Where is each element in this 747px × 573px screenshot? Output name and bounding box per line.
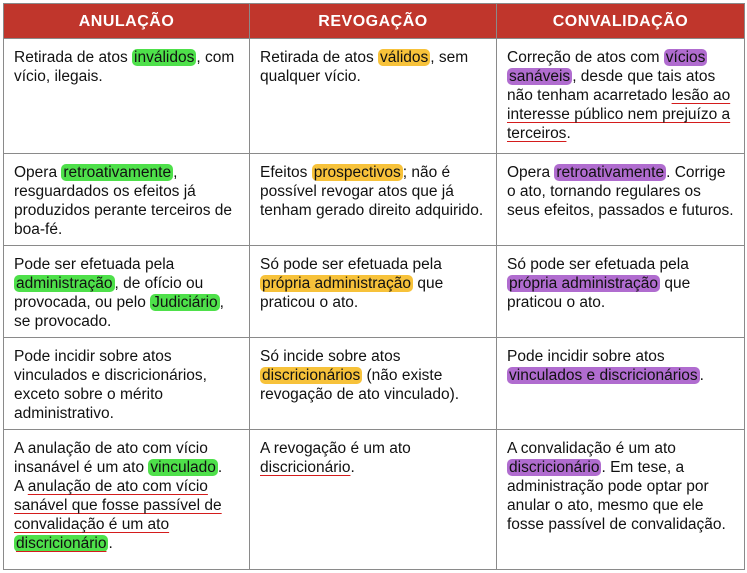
header-convalidacao: CONVALIDAÇÃO <box>497 4 745 39</box>
highlighted-term: vícios sanáveis <box>509 49 706 85</box>
highlighted-term: própria administração <box>262 275 412 292</box>
cell-text: que praticou o ato. <box>260 275 444 311</box>
highlighted-term: vinculado <box>150 459 216 476</box>
highlighted-term: Judiciário <box>152 294 218 311</box>
cell-text: , se provocado. <box>14 294 224 330</box>
cell-convalidacao <box>497 246 745 338</box>
cell-text: ; não é possível revogar atos que já tenham gerado direito adquirido. <box>260 164 484 219</box>
table-row <box>4 338 745 430</box>
cell-text: Efeitos <box>260 164 312 181</box>
highlighted-term: discricionários <box>262 367 361 384</box>
cell-convalidacao <box>497 430 745 570</box>
header-revogacao: REVOGAÇÃO <box>250 4 497 39</box>
cell-text: Opera <box>507 164 555 181</box>
cell-text: Retirada de atos <box>260 49 379 66</box>
cell-text: Pode incidir sobre atos <box>507 348 665 365</box>
cell-text: Só pode ser efetuada pela <box>507 256 689 273</box>
cell-revogacao <box>250 246 497 338</box>
cell-revogacao <box>250 39 497 154</box>
cell-text: Correção de atos com <box>507 49 664 66</box>
cell-text: , com vício, ilegais. <box>14 49 235 85</box>
cell-text: , desde que tais atos não tenham acarretado <box>507 68 716 104</box>
highlighted-term: inválidos <box>134 49 195 66</box>
header-row <box>4 4 745 39</box>
cell-text: (não existe revogação de ato vinculado). <box>260 367 460 403</box>
cell-text: Pode incidir sobre atos vinculados e discricionários, exceto sobre o mérito administrativo. <box>14 348 207 422</box>
cell-anulacao <box>4 154 250 246</box>
highlighted-term: válidos <box>380 49 429 66</box>
cell-convalidacao <box>497 154 745 246</box>
underlined-text: discricionário <box>260 459 351 476</box>
cell-text: . <box>108 535 113 552</box>
underlined-text: anulação de ato com vício sanável que fosse passível de convalidação é um ato <box>14 478 222 533</box>
cell-text: Só pode ser efetuada pela <box>260 256 442 273</box>
cell-text: , de ofício ou provocada, ou pelo <box>14 275 204 311</box>
cell-text: . Corrige o ato, tornando regulares os seus efeitos, passados e futuros. <box>507 164 734 219</box>
cell-anulacao <box>4 39 250 154</box>
cell-text: , resguardados os efeitos já produzidos perante terceiros de boa-fé. <box>14 164 232 238</box>
underlined-text: lesão ao interesse público nem prejuízo a terceiros <box>507 87 731 142</box>
cell-anulacao <box>4 430 250 570</box>
cell-text: Opera <box>14 164 62 181</box>
cell-text: . <box>566 125 571 142</box>
highlighted-term: própria administração <box>509 275 659 292</box>
table-row <box>4 430 745 570</box>
table-row <box>4 39 745 154</box>
cell-convalidacao <box>497 338 745 430</box>
cell-text: . <box>699 367 704 384</box>
table-row <box>4 246 745 338</box>
cell-anulacao <box>4 246 250 338</box>
cell-text: A revogação é um ato <box>260 440 411 457</box>
cell-text: A <box>14 478 28 495</box>
cell-text: Retirada de atos <box>14 49 133 66</box>
highlighted-term: discricionário <box>16 535 107 552</box>
highlighted-term: administração <box>16 275 113 292</box>
cell-revogacao <box>250 154 497 246</box>
cell-text: que praticou o ato. <box>507 275 691 311</box>
highlighted-term: prospectivos <box>313 164 401 181</box>
cell-text: . Em tese, a administração pode optar por anular o ato, mesmo que ele fosse passível de convalidação. <box>507 459 726 533</box>
cell-text: A anulação de ato com vício insanável é um ato <box>14 440 208 476</box>
cell-text: . <box>217 459 223 476</box>
cell-text: A convalidação é um ato <box>507 440 676 457</box>
cell-text: , sem qualquer vício. <box>260 49 469 85</box>
highlighted-term: retroativamente <box>63 164 172 181</box>
header-anulacao: ANULAÇÃO <box>4 4 250 39</box>
cell-revogacao <box>250 430 497 570</box>
cell-anulacao <box>4 338 250 430</box>
cell-text: Pode ser efetuada pela <box>14 256 175 273</box>
highlighted-term: retroativamente <box>556 164 665 181</box>
comparison-table <box>3 3 745 570</box>
cell-text: . <box>350 459 355 476</box>
highlighted-term: vinculados e discricionários <box>509 367 698 384</box>
cell-revogacao <box>250 338 497 430</box>
table-row <box>4 154 745 246</box>
cell-text: Só incide sobre atos <box>260 348 401 365</box>
cell-convalidacao <box>497 39 745 154</box>
highlighted-term: discricionário <box>509 459 600 476</box>
